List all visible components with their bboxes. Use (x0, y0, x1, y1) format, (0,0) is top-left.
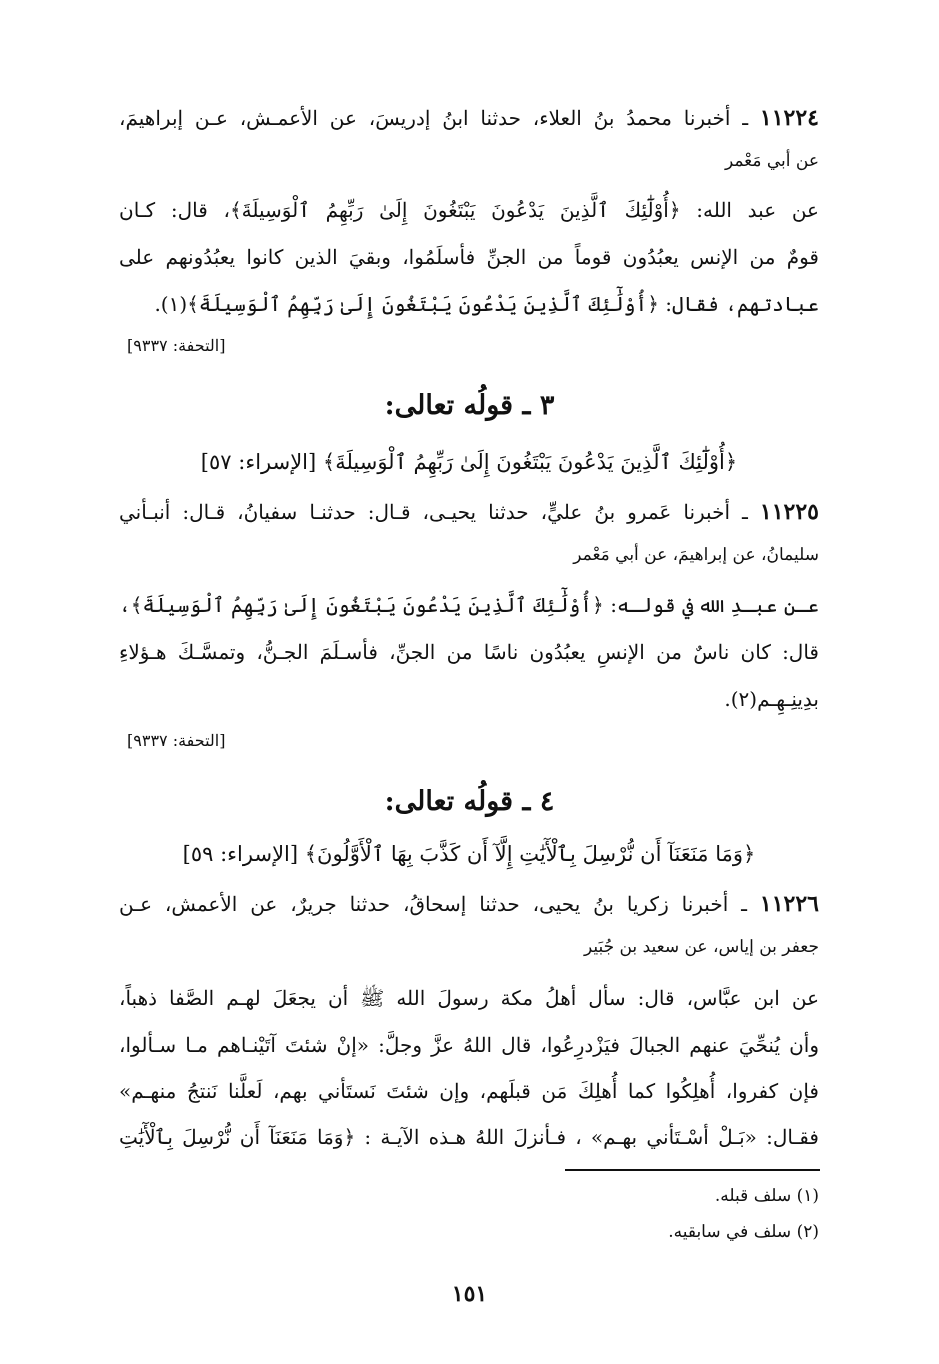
hadith-11225-line4: قال: كان ناسٌ من الإنسِ يعبُدُون ناسًا من الجنِّ، فأسـلَمَ الجـنُّ، وتمسَّـكَ هـؤلاءِ (119, 640, 819, 664)
hadith-number: ١١٢٢٥ (759, 499, 819, 525)
page-number: ١٥١ (451, 1281, 488, 1307)
tuhfa-reference: [التحفة: ٩٣٣٧] (127, 731, 226, 750)
hadith-11226-line6: فقـال: «بَـلْ أسْـتَأني بهـم» ، فـأنزلَ اللهُ هـذه الآيـة : ﴿وَمَا مَنَعَنَآ أَن نُّرْسِلَ بِٱلْأٓيَٰتِ (119, 1125, 819, 1149)
hadith-11226-line3: عن ابن عبَّاس، قال: سأل أهلُ مكة رسولَ الله ﷺ أن يجعَلَ لهـم الصَّفا ذهباً، (119, 986, 819, 1010)
hadith-11226-line4: وأن يُنحِّيَ عنهم الجبالَ فيَزْدرِعُوا، قال اللهُ عزَّ وجلَّ: «إنْ شئتَ آتَيْنـاهم مـا سـألوا، (119, 1033, 819, 1057)
hadith-11224-line4: قومٌ من الإنس يعبُدُون قوماً من الجنِّ فأسلَمُوا، وبقيَ الذين كانوا يعبُدُونهم على (119, 245, 819, 269)
hadith-11224-line5: عبادتهم، فقال: ﴿أُوْلَٰٓئِكَ ٱلَّذِينَ يَدْعُونَ يَبْتَغُونَ إِلَىٰ رَبِّهِمُ ٱلْوَسِيلَةَ﴾(١). (154, 292, 819, 316)
section-heading: ٤ ـ قولُه تعالى: (384, 786, 555, 817)
ayah-line: ﴿وَمَا مَنَعَنَآ أَن نُّرْسِلَ بِٱلْأٓيَٰتِ إِلَّآ أَن كَذَّبَ بِهَا ٱلْأَوَّلُونَ﴾ [الإسراء: ٥٩] (182, 842, 756, 866)
hadith-number: ١١٢٢٤ (759, 105, 819, 131)
tuhfa-reference: [التحفة: ٩٣٣٧] (127, 336, 226, 355)
hadith-11224-line1 (119, 103, 819, 133)
hadith-11225-line5: بدِينِـهِـم(٢). (724, 687, 819, 711)
footnote-divider (565, 1169, 820, 1171)
hadith-11226-line1 (119, 889, 819, 919)
hadith-11225-line1 (119, 497, 819, 527)
hadith-11226-line2: جعفر بن إياس، عن سعيد بن جُبَير (583, 937, 819, 957)
hadith-text: ـ أخبرنا محمدُ بنُ العلاء، حدثنا ابنُ إدريسَ، عن الأعمـش، عـن إبراهيمَ، (119, 106, 760, 130)
footnote-1: (١) سلف قبله. (714, 1186, 819, 1206)
ayah-line: ﴿أُوْلَٰٓئِكَ ٱلَّذِينَ يَدْعُونَ يَبْتَغُونَ إِلَىٰ رَبِّهِمُ ٱلْوَسِيلَةَ﴾ [الإسراء: ٥٧] (200, 450, 738, 474)
hadith-number: ١١٢٢٦ (759, 891, 819, 917)
hadith-11225-line2: سليمانُ، عن إبراهيمَ، عن أبي مَعْمر (573, 545, 819, 565)
hadith-11224-line2: عن أبي مَعْمر (724, 151, 819, 171)
hadith-text: ـ أخبرنا عَمرو بنُ عليٍّ، حدثنا يحيـى، قـال: حدثنـا سفيانُ، قـال: أنبـأني (119, 500, 760, 524)
hadith-11225-line3: عـن عبـدِ الله في قولـه: ﴿أُوْلَٰٓئِكَ ٱلَّذِينَ يَدْعُونَ يَبْتَغُونَ إِلَىٰ رَبِّهِمُ ٱلْوَسِيلَةَ﴾، (119, 593, 819, 617)
hadith-11226-line5: فإن كفروا، أُهلِكُوا كما أُهلِكَ مَن قبلَهم، وإن شئتَ نَستَأني بهم، لَعلَّنا نَنتجُ منهـم» (119, 1079, 819, 1103)
hadith-text: ـ أخبرنا زكريا بنُ يحيى، حدثنا إسحاقُ، حدثنا جريرٌ، عن الأعمش، عـن (119, 892, 760, 916)
section-heading: ٣ ـ قولُه تعالى: (384, 390, 555, 421)
footnote-2: (٢) سلف في سابقيه. (668, 1222, 819, 1242)
hadith-11224-line3: عن عبد الله: ﴿أُوْلَٰٓئِكَ ٱلَّذِينَ يَدْعُونَ يَبْتَغُونَ إِلَىٰ رَبِّهِمُ ٱلْوَسِيلَةَ﴾، قال: كـان (119, 198, 819, 222)
